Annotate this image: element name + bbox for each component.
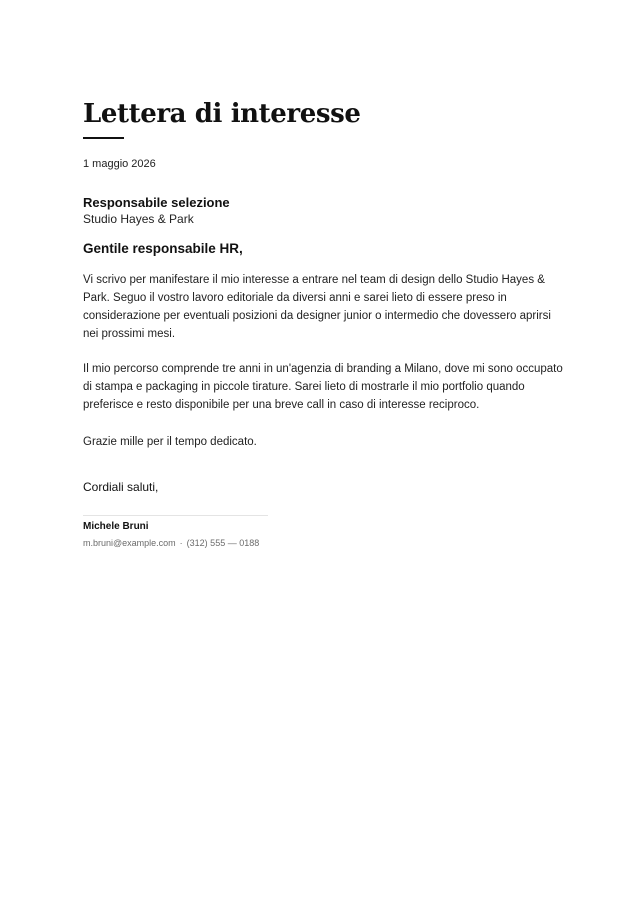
- recipient-company: Studio Hayes & Park: [83, 212, 194, 226]
- contact-separator: ·: [179, 538, 183, 548]
- letter-title: Lettera di interesse: [83, 99, 361, 129]
- greeting: Gentile responsabile HR,: [83, 241, 243, 256]
- title-underline: [83, 137, 124, 139]
- closing: Cordiali saluti,: [83, 480, 159, 494]
- body-paragraph-intro: Vi scrivo per manifestare il mio interesse a entrare nel team di design dello Studio Hayes & Park. Seguo il vostro lavoro editoriale da diversi anni e sarei lieto di essere preso in considerazione per eventuali posizioni da designer junior o intermedio che dovessero aprirsi nei prossimi mesi.: [83, 274, 551, 340]
- recipient-name: Responsabile selezione: [83, 195, 230, 210]
- letter-date: 1 maggio 2026: [83, 158, 156, 170]
- signature-divider: [83, 515, 268, 516]
- signature-phone: (312) 555 — 0188: [186, 538, 260, 548]
- body-paragraph-thanks: Grazie mille per il tempo dedicato.: [83, 436, 257, 448]
- signature-email: m.bruni@example.com: [83, 538, 176, 548]
- signature-contact: [83, 538, 259, 548]
- signature-name: Michele Bruni: [83, 521, 149, 532]
- body-paragraph-experience: Il mio percorso comprende tre anni in un'agenzia di branding a Milano, dove mi sono occupato di stampa e packaging in piccole tirature. Sarei lieto di mostrarle il mio portfolio quando preferisce e resto disponibile per una breve call in caso di interesse reciproco.: [83, 363, 563, 411]
